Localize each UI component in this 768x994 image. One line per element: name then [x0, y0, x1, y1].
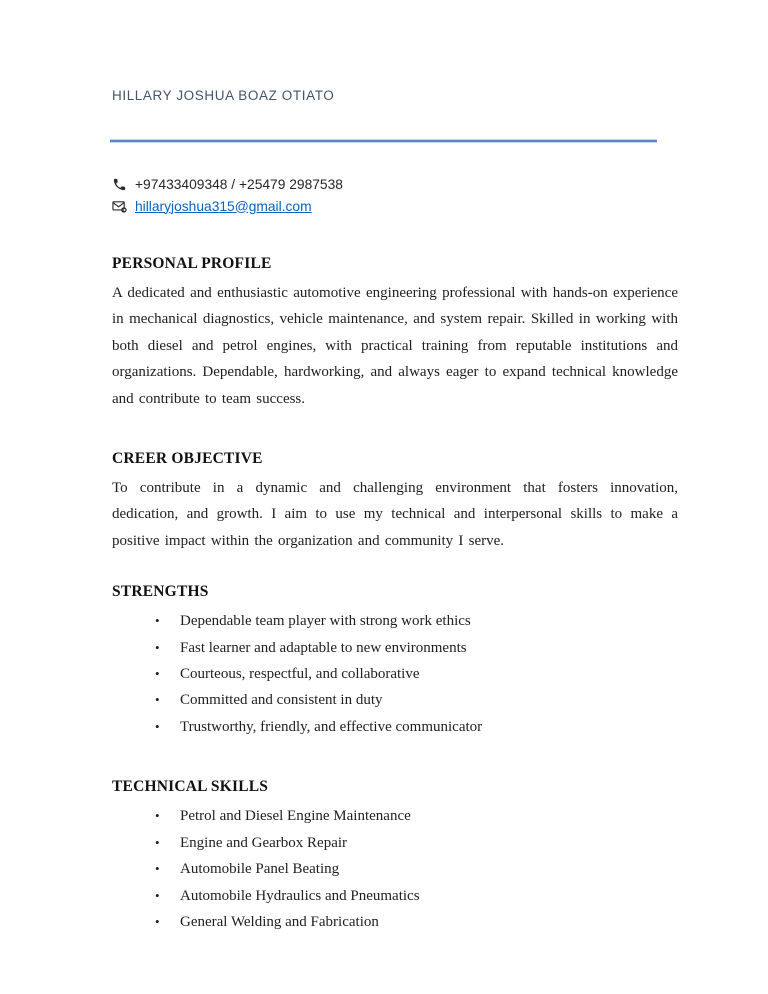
section-technical-skills [112, 778, 678, 935]
phone-number: +97433409348 / +25479 2987538 [135, 176, 343, 192]
technical-skills-heading: TECHNICAL SKILLS [112, 778, 269, 796]
contact-block [112, 173, 678, 217]
page-title: HILLARY JOSHUA BOAZ OTIATO [112, 88, 335, 103]
creer-objective-heading: CREER OBJECTIVE [112, 450, 263, 468]
technical-skills-list [112, 803, 678, 935]
list-item: • Dependable team player with strong work ethics [180, 608, 678, 634]
personal-profile-text: A dedicated and enthusiastic automotive engineering professional with hands-on experience in mechanical diagnostics, vehicle maintenance, and system repair. Skilled in working with both diesel and petrol engines, with practical training from reputable institutions and organizations. Dependable, hardworking, and always eager to expand technical knowledge and contribute to team success. [112, 285, 678, 407]
creer-objective-text: To contribute in a dynamic and challenging environment that fosters innovation, dedication, and growth. I aim to use my technical and interpersonal skills to make a positive impact within the organization and community I serve. [112, 480, 678, 549]
section-creer-objective [112, 450, 678, 554]
strengths-list [112, 608, 678, 740]
list-item: • Automobile Hydraulics and Pneumatics [180, 883, 678, 909]
list-item: • Trustworthy, friendly, and effective communicator [180, 714, 678, 740]
list-item: • Automobile Panel Beating [180, 856, 678, 882]
phone-icon [112, 177, 127, 192]
section-personal-profile [112, 255, 678, 412]
list-item: • Committed and consistent in duty [180, 687, 678, 713]
list-item: • Fast learner and adaptable to new environments [180, 635, 678, 661]
strengths-heading: STRENGTHS [112, 583, 209, 601]
section-strengths [112, 583, 678, 740]
personal-profile-heading: PERSONAL PROFILE [112, 255, 272, 272]
list-item: • Petrol and Diesel Engine Maintenance [180, 803, 678, 829]
email-icon [112, 199, 127, 214]
list-item: • General Welding and Fabrication [180, 909, 678, 935]
email-row [112, 195, 678, 217]
list-item: • Courteous, respectful, and collaborative [180, 661, 678, 687]
phone-row [112, 173, 678, 195]
header-divider [110, 140, 657, 142]
email-link[interactable]: hillaryjoshua315@gmail.com [135, 198, 312, 214]
list-item: • Engine and Gearbox Repair [180, 830, 678, 856]
